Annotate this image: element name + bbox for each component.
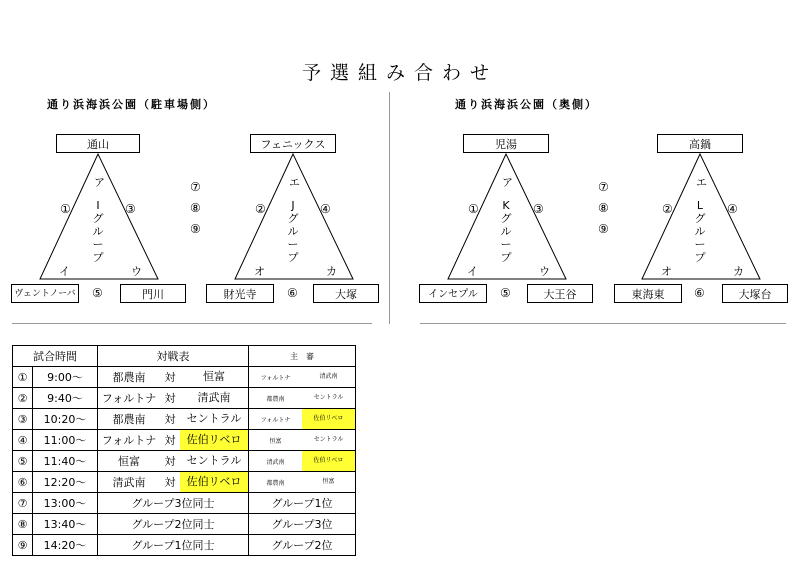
left-final-match-7: ⑦ bbox=[190, 180, 201, 194]
schedule-row: ⑨ 14:20～ グループ1位同士 グループ2位 bbox=[13, 535, 356, 556]
group-i-bottom-right-team: 門川 bbox=[120, 284, 186, 303]
group-i-bottom-match: ⑤ bbox=[92, 286, 103, 300]
group-k-vertex-c: ウ bbox=[539, 265, 550, 278]
schedule-row: ④ 11:00～ フォルトナ 対 佐伯リベロ 恒富 セントラル bbox=[13, 430, 356, 451]
group-i-top-team: 通山 bbox=[56, 134, 140, 153]
group-k-vertex-a: ア bbox=[502, 176, 513, 189]
left-final-match-9: ⑨ bbox=[190, 222, 201, 236]
group-i-right-match: ③ bbox=[125, 202, 136, 216]
group-l-vertex-c: カ bbox=[733, 265, 744, 278]
group-i-vertex-b: イ bbox=[59, 265, 70, 278]
group-l-bottom-right-team: 大塚台 bbox=[722, 284, 788, 303]
schedule-table bbox=[12, 345, 356, 556]
group-i-name: I グ ル ー プ bbox=[92, 199, 104, 264]
schedule-row: ⑧ 13:40～ グループ2位同士 グループ3位 bbox=[13, 514, 356, 535]
group-j-name: J グ ル ー プ bbox=[287, 199, 299, 264]
page-title: 予選組み合わせ bbox=[301, 62, 498, 84]
schedule-row: ⑥ 12:20～ 清武南 対 佐伯リベロ 都農南 恒富 bbox=[13, 472, 356, 493]
right-final-match-7: ⑦ bbox=[598, 180, 609, 194]
highlighted-referee: 佐伯リベロ bbox=[302, 451, 355, 471]
group-k-name: K グ ル ー プ bbox=[500, 199, 512, 264]
group-i-vertex-a: ア bbox=[94, 176, 105, 189]
group-l-vertex-b: オ bbox=[661, 265, 672, 278]
group-j-bottom-left-team: 財光寺 bbox=[206, 284, 274, 303]
group-k-bottom-right-team: 大王谷 bbox=[527, 284, 593, 303]
schedule-row: ⑤ 11:40～ 恒富 対 セントラル 清武南 佐伯リベロ bbox=[13, 451, 356, 472]
group-j-right-match: ④ bbox=[320, 202, 331, 216]
group-k-top-team: 児湯 bbox=[463, 134, 549, 153]
group-j-bottom-right-team: 大塚 bbox=[313, 284, 379, 303]
group-k-right-match: ③ bbox=[533, 202, 544, 216]
group-l-top-team: 高鍋 bbox=[657, 134, 743, 153]
group-j-vertex-b: オ bbox=[254, 265, 265, 278]
venue-left-label: 通り浜海浜公園（駐車場側） bbox=[47, 98, 216, 111]
group-j-top-team: フェニックス bbox=[250, 134, 336, 153]
header-matchup: 対戦表 bbox=[98, 346, 249, 367]
right-final-match-8: ⑧ bbox=[598, 201, 609, 215]
schedule-row: ③ 10:20～ 都農南 対 セントラル フォルトナ 佐伯リベロ bbox=[13, 409, 356, 430]
group-k-left-match: ① bbox=[468, 202, 479, 216]
left-final-match-8: ⑧ bbox=[190, 201, 201, 215]
group-j-vertex-c: カ bbox=[326, 265, 337, 278]
schedule-row: ② 9:40～ フォルトナ 対 清武南 都農南 セントラル bbox=[13, 388, 356, 409]
group-k-vertex-b: イ bbox=[467, 265, 478, 278]
group-l-name: L グ ル ー プ bbox=[694, 199, 706, 264]
group-l-bottom-match: ⑥ bbox=[694, 286, 705, 300]
group-k-bottom-left-team: インセプル bbox=[419, 284, 487, 303]
group-i-vertex-c: ウ bbox=[131, 265, 142, 278]
group-l-right-match: ④ bbox=[727, 202, 738, 216]
group-l-bottom-left-team: 東海東 bbox=[614, 284, 682, 303]
group-i-left-match: ① bbox=[60, 202, 71, 216]
highlighted-team: 佐伯リベロ bbox=[180, 472, 248, 492]
group-l-left-match: ② bbox=[662, 202, 673, 216]
group-j-vertex-a: エ bbox=[289, 176, 300, 189]
group-l-vertex-a: エ bbox=[696, 176, 707, 189]
highlighted-referee: 佐伯リベロ bbox=[302, 409, 355, 429]
venue-right-label: 通り浜海浜公園（奥側） bbox=[455, 98, 598, 111]
group-j-left-match: ② bbox=[255, 202, 266, 216]
schedule-row: ⑦ 13:00～ グループ3位同士 グループ1位 bbox=[13, 493, 356, 514]
group-j-bottom-match: ⑥ bbox=[287, 286, 298, 300]
schedule-header-row bbox=[13, 346, 356, 367]
right-final-match-9: ⑨ bbox=[598, 222, 609, 236]
group-i-bottom-left-team: ヴェントノーバ bbox=[11, 284, 79, 303]
header-referee: 主 審 bbox=[249, 346, 356, 367]
header-time: 試合時間 bbox=[13, 346, 98, 367]
group-k-bottom-match: ⑤ bbox=[500, 286, 511, 300]
highlighted-team: 佐伯リベロ bbox=[180, 430, 248, 450]
schedule-row: ① 9:00～ 都農南 対 恒富 フォルトナ 清武南 bbox=[13, 367, 356, 388]
